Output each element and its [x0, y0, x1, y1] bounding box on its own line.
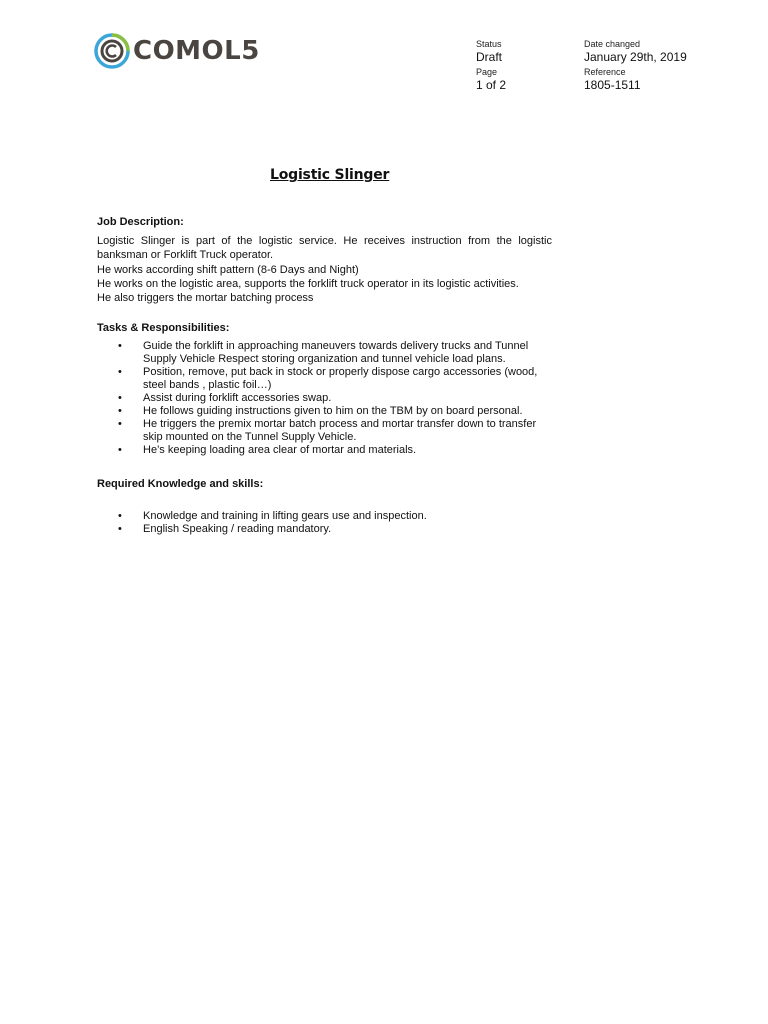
- date-changed-value: January 29th, 2019: [584, 50, 687, 64]
- reference-value: 1805-1511: [584, 78, 641, 92]
- reference-label: Reference: [584, 67, 626, 77]
- document-title: Logistic Slinger: [270, 167, 390, 183]
- job-description-heading: Job Description:: [97, 216, 184, 228]
- job-description-body: [97, 234, 552, 305]
- job-description-paragraph: Logistic Slinger is part of the logistic service. He receives instruction from the logistic banksman or Forklift Truck operator.: [97, 235, 552, 262]
- list-item: • Guide the forklift in approaching maneuvers towards delivery trucks and Tunnel Supply Vehicle Respect storing organization and tunnel vehicle load plans.: [97, 340, 557, 366]
- job-description-line: He also triggers the mortar batching process: [97, 292, 314, 305]
- company-logo: [94, 32, 260, 70]
- meta-reference: [584, 67, 641, 92]
- list-item: • He follows guiding instructions given to him on the TBM by on board personal.: [97, 405, 557, 418]
- date-changed-label: Date changed: [584, 39, 641, 49]
- required-skills-list: [97, 510, 557, 536]
- meta-date-changed: [584, 39, 687, 64]
- list-item: • Assist during forklift accessories swap.: [97, 392, 557, 405]
- list-item: • Knowledge and training in lifting gears use and inspection.: [97, 510, 557, 523]
- meta-page: [476, 67, 506, 92]
- comol5-logo-icon: [94, 33, 130, 69]
- list-item: • He’s keeping loading area clear of mortar and materials.: [97, 444, 557, 457]
- tasks-list: [97, 340, 557, 457]
- page-value: 1 of 2: [476, 78, 507, 92]
- meta-status: [476, 39, 502, 64]
- page-label: Page: [476, 67, 498, 77]
- job-description-line: He works on the logistic area, supports the forklift truck operator in its logistic activities.: [97, 277, 519, 290]
- status-label: Status: [476, 39, 502, 49]
- brand-name: COMOL5: [133, 36, 260, 66]
- list-item: • Position, remove, put back in stock or properly dispose cargo accessories (wood, steel bands , plastic foil…): [97, 366, 557, 392]
- job-description-line: He works according shift pattern (8-6 Days and Night): [97, 263, 359, 276]
- required-skills-heading: Required Knowledge and skills:: [97, 478, 264, 490]
- status-value: Draft: [476, 50, 503, 64]
- list-item: • English Speaking / reading mandatory.: [97, 523, 557, 536]
- tasks-heading: Tasks & Responsibilities:: [97, 322, 230, 334]
- list-item: • He triggers the premix mortar batch process and mortar transfer down to transfer skip mounted on the Tunnel Supply Vehicle.: [97, 418, 557, 444]
